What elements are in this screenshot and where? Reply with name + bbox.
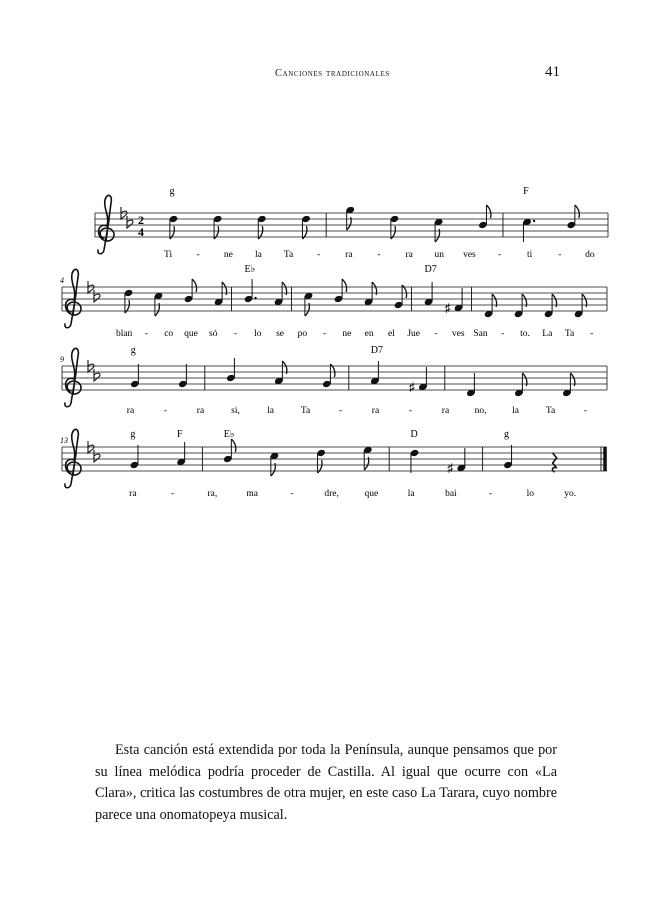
lyric-syllable: ra [441,406,450,416]
chord-symbol: g [130,429,136,440]
chord-symbol: g [130,345,136,356]
sharp-accidental: ♯ [444,301,451,315]
lyric-syllable: Ta [283,250,294,260]
lyric-syllable: yo. [564,489,577,499]
lyric-syllable: ne [223,250,233,260]
chord-symbol: F [523,186,529,197]
page-number: 41 [545,64,560,80]
lyric-syllable: se [276,329,285,339]
flat-icon [94,290,100,302]
lyric-syllable: ma [246,489,258,499]
lyric-syllable: - [163,406,168,416]
chord-symbol: E♭ [223,429,235,440]
lyric-syllable: la [267,406,274,416]
lyric-syllable: lo [526,489,535,499]
chord-symbol: D7 [370,345,384,356]
lyric-syllable: ra [371,406,380,416]
sharp-accidental: ♯ [447,461,454,475]
lyric-syllable: un [434,250,445,260]
lyric-syllable: ra [129,489,137,499]
flat-icon [94,369,100,381]
lyric-syllable: el [387,329,395,339]
commentary-text: Esta canción está extendida por toda la Península, aunque pensamos que por su línea melódica podría proceder de Castilla. Al igual que ocurre con «La Clara», critica las costumbres de otra mujer, en este caso La Tarara, cuyo nombre parece una onomatopeya musical. [95,742,557,823]
lyric-syllable: Ta [564,329,575,339]
lyric-syllable: en [364,329,374,339]
lyric-syllable: - [583,406,588,416]
lyric-syllable: - [377,250,381,260]
lyric-syllable: - [497,250,502,260]
lyric-syllable: ves [463,250,476,260]
lyric-syllable: só [209,329,218,339]
lyric-syllable: San [473,329,488,339]
treble-clef-icon [65,269,81,327]
staff-system-2 [60,264,607,339]
lyric-syllable: Jue [407,329,421,339]
lyric-syllable: - [434,329,438,339]
lyric-syllable: que [184,329,198,339]
lyric-syllable: la [255,250,262,260]
lyric-syllable: ves [451,329,465,339]
flat-icon [127,216,133,228]
lyric-syllable: co [164,329,174,339]
note-flag [192,279,197,292]
lyric-syllable: to. [520,329,530,339]
lyric-syllable: ra [345,250,353,260]
lyric-syllable: - [290,489,294,499]
lyric-syllable: do [585,250,595,260]
lyric-syllable: - [558,250,562,260]
staff-system-1 [95,186,608,260]
lyric-syllable: - [144,329,148,339]
lyric-syllable: blan [115,329,133,339]
lyric-syllable: - [590,329,594,339]
chord-symbol: g [169,186,175,197]
lyric-syllable: - [196,250,200,260]
lyric-syllable: Ti [164,250,173,260]
lyric-syllable: - [323,329,327,339]
lyric-syllable: ra, [207,489,218,499]
lyric-syllable: - [338,406,343,416]
lyric-syllable: - [489,489,493,499]
lyric-syllable: dre, [324,489,339,499]
lyric-syllable: ti [527,250,533,260]
treble-clef-icon [65,348,81,406]
staff-system-4 [60,429,607,499]
note-flag [575,205,580,218]
note-flag [231,439,236,452]
quarter-rest [552,453,556,472]
note-flag [486,205,491,218]
chord-symbol: g [503,429,509,440]
treble-clef-icon [98,195,114,253]
lyric-syllable: - [171,489,175,499]
lyric-syllable: bai [445,489,457,499]
lyric-syllable: que [364,489,379,499]
measure-number: 9 [60,355,64,364]
time-signature-denominator: 4 [138,225,144,239]
lyric-syllable: no, [474,406,487,416]
lyric-syllable: La [542,329,553,339]
staff-system-3 [60,345,607,416]
lyric-syllable: la [512,406,519,416]
lyric-syllable: - [501,329,505,339]
lyric-syllable: ne [342,329,352,339]
chord-symbol: D [410,429,418,440]
flat-icon [94,450,100,462]
lyric-syllable: ra [126,406,135,416]
chord-symbol: F [177,429,183,440]
running-title: Canciones tradicionales [275,68,390,79]
lyric-syllable: po [297,329,308,339]
lyric-syllable: Ta [300,406,311,416]
dot [254,297,256,299]
measure-number: 13 [60,436,68,445]
measure-number: 4 [60,276,64,285]
dot [533,220,535,222]
lyric-syllable: - [233,329,238,339]
lyric-syllable: ra [196,406,205,416]
commentary-paragraph [95,740,557,826]
note-flag [342,279,347,292]
chord-symbol: E♭ [244,264,256,275]
lyric-syllable: la [407,489,415,499]
lyric-syllable: Ta [545,406,556,416]
lyric-syllable: lo [254,329,262,339]
time-signature-numerator: 2 [138,213,144,227]
sharp-accidental: ♯ [408,380,415,394]
lyric-syllable: - [408,406,413,416]
lyric-syllable: ra [405,250,413,260]
chord-symbol: D7 [424,264,437,275]
lyric-syllable: - [317,250,321,260]
lyric-syllable: si, [231,406,240,416]
